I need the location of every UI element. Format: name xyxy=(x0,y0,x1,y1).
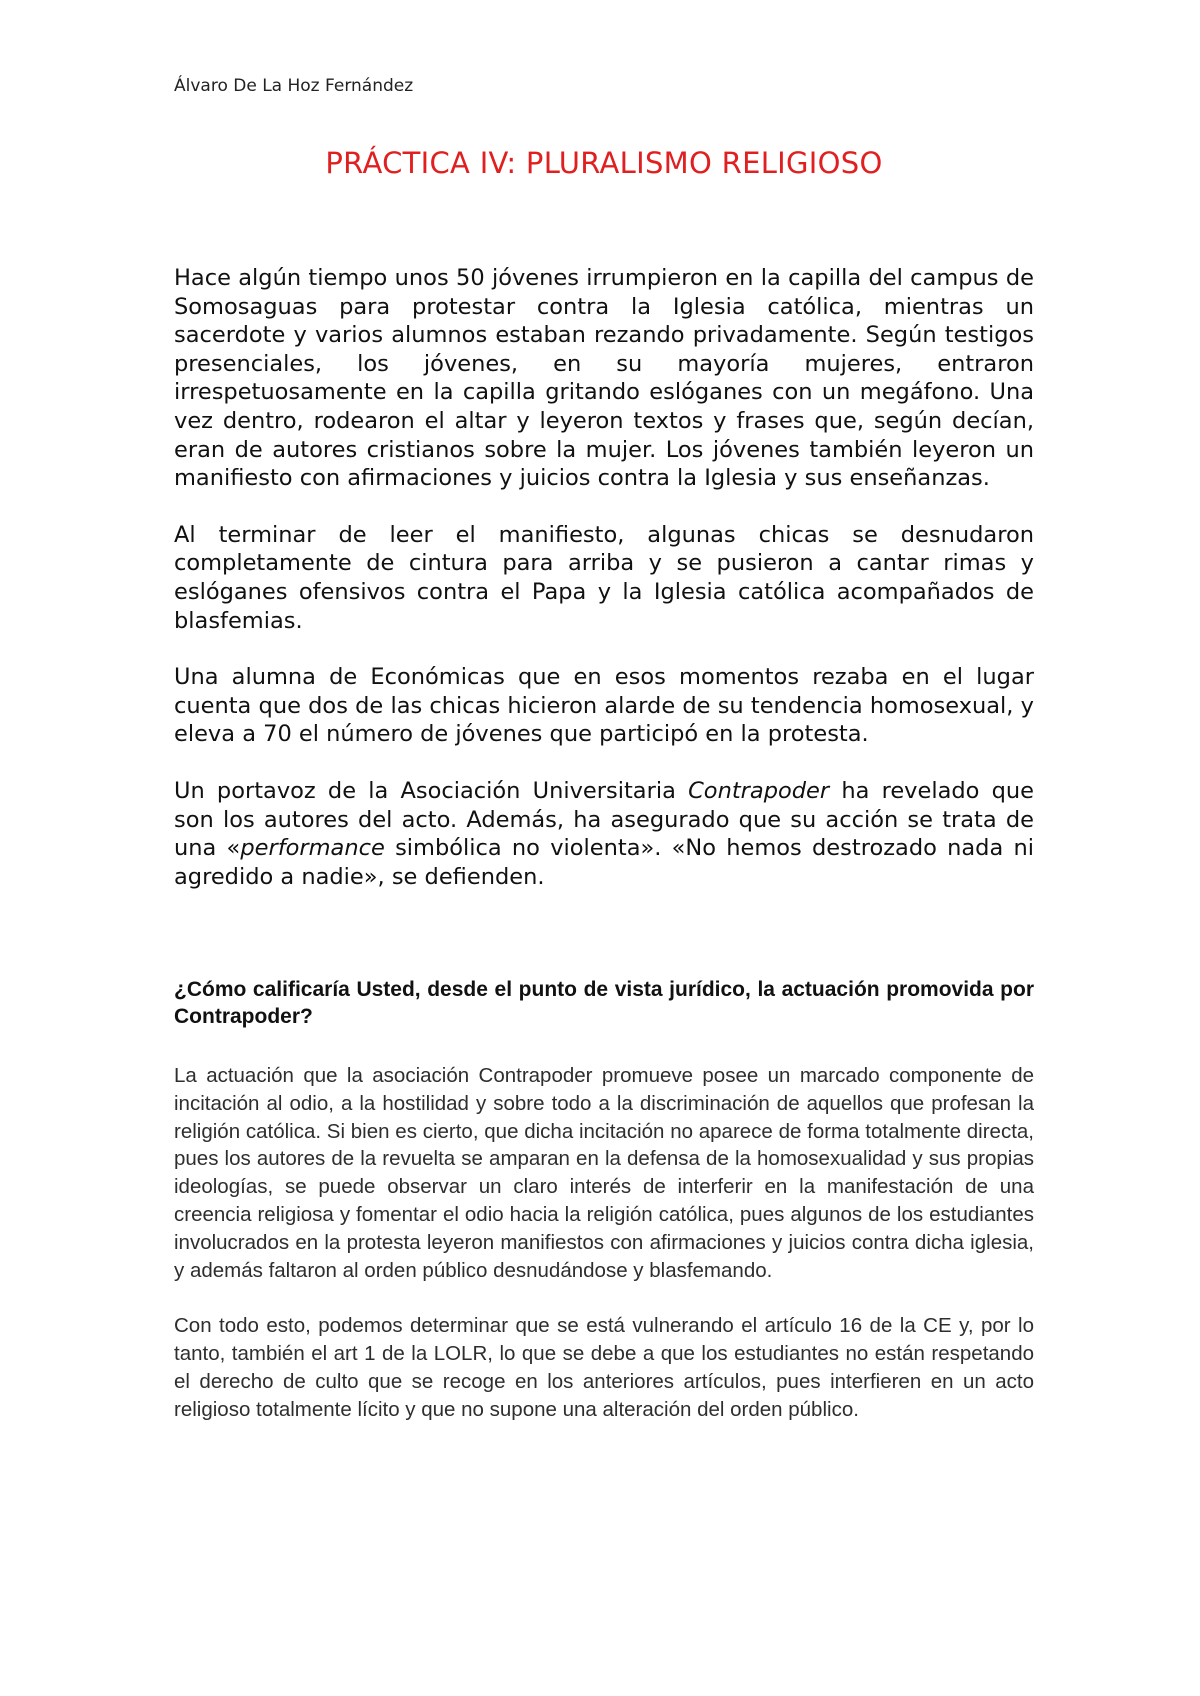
case-description xyxy=(174,264,1034,919)
case-paragraph-3: Una alumna de Económicas que en esos momentos rezaba en el lugar cuenta que dos de las chicas hicieron alarde de su tendencia homosexual, y eleva a 70 el número de jóvenes que participó en la protesta. xyxy=(174,664,1034,748)
author-name: Álvaro De La Hoz Fernández xyxy=(174,76,414,96)
contrapoder-italic: Contrapoder xyxy=(688,777,830,804)
question-heading: ¿Cómo calificaría Usted, desde el punto de vista jurídico, la actuación promovida por Contrapoder? xyxy=(174,978,1034,1028)
case-paragraph-4-text-a: Un portavoz de la Asociación Universitaria xyxy=(174,777,689,804)
answer-paragraph-2: Con todo esto, podemos determinar que se está vulnerando el artículo 16 de la CE y, por lo tanto, también el art 1 de la LOLR, lo que se debe a que los estudiantes no están respetando el derecho de culto que se recoge en los anteriores artículos, pues interfieren en un acto religioso totalmente lícito y que no supone una alteración del orden público. xyxy=(174,1314,1034,1421)
answer-paragraph-1: La actuación que la asociación Contrapoder promueve posee un marcado componente de incitación al odio, a la hostilidad y sobre todo a la discriminación de aquellos que profesan la religión católica. Si bien es cierto, que dicha incitación no aparece de forma totalmente directa, pues los autores de la revuelta se amparan en la defensa de la homosexualidad y sus propias ideologías, se puede observar un claro interés de interferir en la manifestación de una creencia religiosa y fomentar el odio hacia la religión católica, pues algunos de los estudiantes involucrados en la protesta leyeron manifiestos con afirmaciones y juicios contra dicha iglesia, y además faltaron al orden público desnudándose y blasfemando. xyxy=(174,1064,1034,1282)
performance-italic: performance xyxy=(240,835,385,862)
case-paragraph-4-text-b: ha revelado que son los autores del acto. Además, ha asegurado que su acción se trata de una « xyxy=(174,777,1034,862)
case-paragraph-2: Al terminar de leer el manifiesto, algunas chicas se desnudaron completamente de cintura para arriba y se pusieron a cantar rimas y eslóganes ofensivos contra el Papa y la Iglesia católica acompañados de blasfemias. xyxy=(174,521,1034,634)
answer-section xyxy=(174,1062,1034,1452)
case-paragraph-4 xyxy=(174,777,1034,891)
case-paragraph-4-text-c: simbólica no violenta». «No hemos destrozado nada ni agredido a nadie», se defienden. xyxy=(174,835,1034,890)
case-paragraph-1: Hace algún tiempo unos 50 jóvenes irrumpieron en la capilla del campus de Somosaguas para protestar contra la Iglesia católica, mientras un sacerdote y varios alumnos estaban rezando privadamente. Según testigos presenciales, los jóvenes, en su mayoría mujeres, entraron irrespetuosamente en la capilla gritando eslóganes con un megáfono. Una vez dentro, rodearon el altar y leyeron textos y frases que, según decían, eran de autores cristianos sobre la mujer. Los jóvenes también leyeron un manifiesto con afirmaciones y juicios contra la Iglesia y sus enseñanzas. xyxy=(174,265,1034,492)
document-title: PRÁCTICA IV: PLURALISMO RELIGIOSO xyxy=(325,146,883,180)
